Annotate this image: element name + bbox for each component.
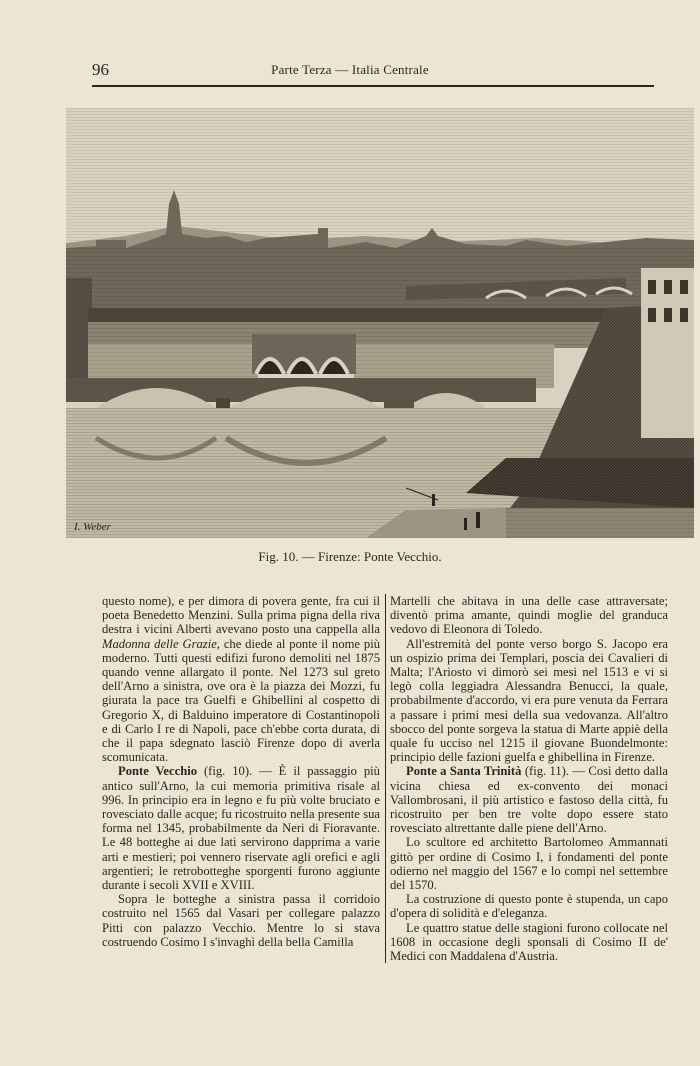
- paragraph: Ponte Vecchio (fig. 10). — È il passaggio più antico sull'Arno, la cui memoria primitiva risale al 996. In principio era in legno e fu più volte bruciato e rovesciato dalle acque; fu ricostruito nella presente sua forma nel 1345, probabilmente da Neri di Fioravante. Le 48 botteghe ai due lati servirono dapprima a varie arti e mestieri; poi vennero riservate agli orefici e agli argentieri; le retrobotteghe sporgenti furono aggiunte durante i secoli XVII e XVIII.: [102, 764, 380, 893]
- running-title: Parte Terza — Italia Centrale: [271, 62, 429, 77]
- header-rule: [92, 85, 654, 87]
- left-column: [102, 594, 380, 963]
- paragraph: Ponte a Santa Trinità (fig. 11). — Così detto dalla vicina chiesa ed ex-convento dei monaci Vallombrosani, il più artistico e fastoso della città, fu ricostruito per ben tre volte dopo essere stato rovesciato altrettante dalle piene dell'Arno.: [390, 764, 668, 836]
- ponte-vecchio-engraving: [66, 108, 694, 538]
- engraving-signature: I. Weber: [74, 521, 111, 533]
- text-columns: [102, 594, 668, 963]
- figure-caption: Fig. 10. — Firenze: Ponte Vecchio.: [258, 549, 442, 564]
- paragraph: La costruzione di questo ponte è stupenda, un capo d'opera di solidità e d'eleganza.: [390, 892, 668, 921]
- paragraph: Sopra le botteghe a sinistra passa il corridoio costruito nel 1565 dal Vasari per collegare palazzo Pitti con palazzo Vecchio. Mentre lo si stava costruendo Cosimo I s'invaghì della bella Camilla: [102, 892, 380, 949]
- paragraph: questo nome), e per dimora di povera gente, fra cui il poeta Benedetto Menzini. Sulla prima pigna della riva destra i vicini Alberti avevano posto una cappella alla Madonna delle Grazie, che diede al ponte il nome più moderno. Tutti questi edifizi furono demoliti nel 1875 quando venne allargato il ponte. Nel 1273 sul greto dell'Arno a sinistra, ove ora è la piazza dei Mozzi, fu giurata la pace tra Guelfi e Ghibellini al cospetto di Gregorio X, di Balduino imperatore di Costantinopoli e di Carlo I re di Napoli, pace ch'ebbe corta durata, di che il papa sdegnato lasciò Firenze dopo di averla scomunicata.: [102, 594, 380, 765]
- paragraph: Le quattro statue delle stagioni furono collocate nel 1608 in occasione degli sponsali di Cosimo II de' Medici con Maddalena d'Austria.: [390, 920, 668, 964]
- page-number: 96: [92, 60, 109, 79]
- right-column: [390, 594, 668, 963]
- column-divider: [385, 594, 386, 963]
- paragraph: Lo scultore ed architetto Bartolomeo Ammannati gittò per ordine di Cosimo I, i fondamenti del ponte odierno nel maggio del 1567 e lo compì nel settembre del 1570.: [390, 835, 668, 893]
- paragraph: Martelli che abitava in una delle case attraversate; diventò prima amante, quindi moglie del granduca vedovo di Eleonora di Toledo.: [390, 594, 668, 637]
- paragraph: All'estremità del ponte verso borgo S. Jacopo era un ospizio prima dei Templari, poscia dei Cavalieri di Malta; l'Ariosto vi dimorò sei mesi nel 1513 e vi si legò colla leggiadra Alessandra Benucci, la quale, probabilmente d'accordo, vi era pure venuta da Ferrara a passare i primi mesi della sua vedovanza. All'altro sbocco del ponte sorgeva la statua di Marte appiè della quale fu ucciso nel 1215 il giovane Buondelmonte: principio delle fazioni guelfa e ghibellina in Firenze.: [390, 636, 668, 765]
